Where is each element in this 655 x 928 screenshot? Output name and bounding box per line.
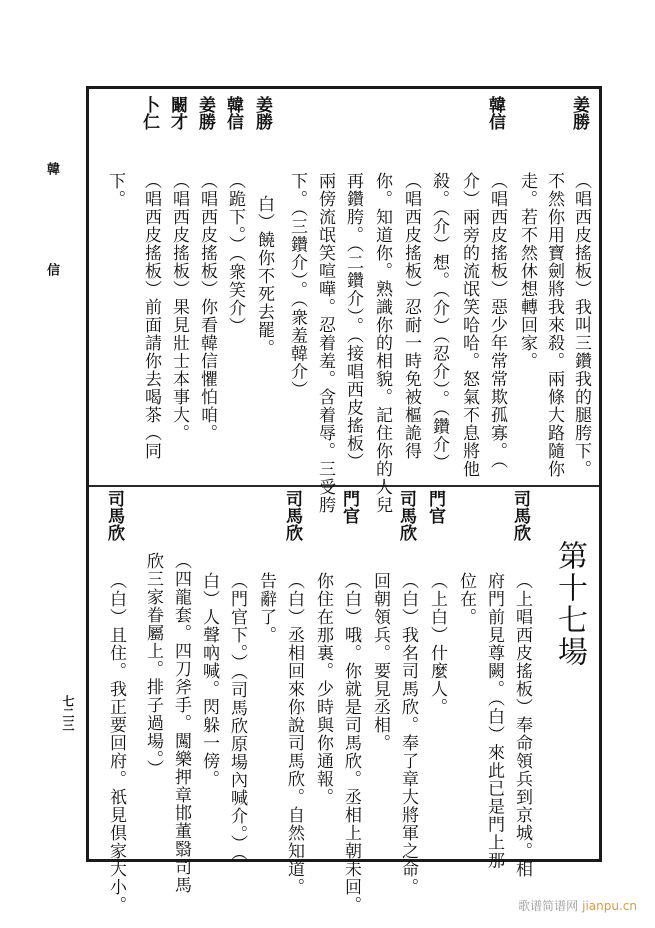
watermark-latin: jianpu.cn: [582, 899, 637, 913]
dialogue-line: （唱西皮搖板）我叫三鑽我的腿胯下。: [571, 172, 591, 478]
dialogue-line: 位在。: [456, 572, 476, 626]
dialogue-line: 下。（三鑽介）。（衆羞韓介）: [287, 172, 307, 399]
dialogue-line: 告辭了。: [256, 572, 276, 644]
dialogue-line: （唱西皮搖板）前面請你去喝茶（同: [141, 172, 161, 460]
dialogue-line: 走。若不然休想轉回家。: [517, 172, 537, 370]
dialogue-line: 介）兩旁的流氓笑哈哈。怒氣不息將他: [459, 172, 479, 478]
watermark: [518, 897, 637, 914]
dialogue-line: （唱西皮搖板）你看韓信懼怕咱。: [197, 172, 217, 442]
speaker-label: 司馬欣: [282, 490, 302, 541]
dialogue-line: （上白）什麼人。: [427, 572, 447, 716]
dialogue-line: 你。知道你。熟識你的相貌。記住你的人兒: [372, 172, 392, 514]
dialogue-line: 白）饒你不死去罷。: [254, 195, 274, 357]
dialogue-line: 下。: [105, 172, 125, 208]
speaker-label: 姜勝: [569, 96, 589, 130]
section-divider: [89, 485, 599, 487]
speaker-label: 卜仁: [139, 96, 159, 130]
speaker-label: 司馬欣: [510, 490, 530, 541]
dialogue-line: 不然你用寶劍將我來殺。兩條大路隨你: [544, 172, 564, 478]
page-number: 七二三: [61, 695, 75, 731]
dialogue-line: （跪下。）（衆笑介）: [225, 172, 245, 335]
dialogue-line: 殺。（介）想。（介）（忍介）。（鑽介）: [429, 172, 449, 472]
stage-direction: 白）人聲吶喊。閃躲一傍。: [199, 572, 219, 788]
dialogue-line: 再鑽胯。（二鑽介）。（接唱西皮搖板）: [343, 172, 363, 471]
dialogue-line: （白）且住。我正要回府。祇見倶家大小。: [106, 572, 126, 914]
stage-direction: （四龍套。四刀斧手。闖樂押章邯董翳司馬: [171, 552, 191, 894]
running-title-xin: 信: [44, 263, 59, 276]
dialogue-line: （唱西皮搖板）果見壯士本事大。: [169, 172, 189, 442]
dialogue-line: （唱西皮搖板）忍耐一時免被樞詭得: [401, 172, 421, 460]
speaker-label: 門官: [425, 490, 445, 524]
speaker-label: 姜勝: [195, 96, 215, 130]
stage-direction: 欣三家眷屬上。排子過場。）: [143, 552, 163, 778]
dialogue-line: 府門前見尊闕。（白）來此已是門上那: [484, 572, 504, 870]
dialogue-line: 你住在那裏。少時與你通報。: [313, 572, 333, 806]
speaker-label: 韓信: [223, 96, 243, 130]
speaker-label: 司馬欣: [396, 490, 416, 541]
watermark-cn: 歌谱简谱网: [518, 899, 579, 913]
scene-title: 第十七場: [552, 540, 587, 668]
speaker-label: 姜勝: [252, 96, 272, 130]
speaker-label: 韓信: [485, 96, 505, 130]
dialogue-line: （白）丞相回來你說司馬欣。自然知道。: [284, 572, 304, 896]
dialogue-line: （白）我名司馬欣。奉了章大將軍之命。: [398, 572, 418, 896]
dialogue-line: 回朝領兵。要見丞相。: [370, 572, 390, 752]
speaker-label: 闞才: [167, 96, 187, 130]
dialogue-line: （白）哦。你就是司馬欣。丞相上朝未回。: [341, 572, 361, 914]
speaker-label: 司馬欣: [104, 490, 124, 541]
stage-direction: （門官下。）（司馬欣原場內喊介。）（: [227, 572, 247, 862]
speaker-label: 門官: [339, 490, 359, 524]
dialogue-line: （上唱西皮搖板）奉命領兵到京城。相: [512, 572, 532, 878]
dialogue-line: （唱西皮搖板）惡少年常常欺孤寡。（: [487, 172, 507, 470]
dialogue-line: 兩傍流氓笑喧嘩。忍着羞。含着辱。三受胯: [315, 172, 335, 514]
running-title-han: 韓: [44, 162, 59, 175]
